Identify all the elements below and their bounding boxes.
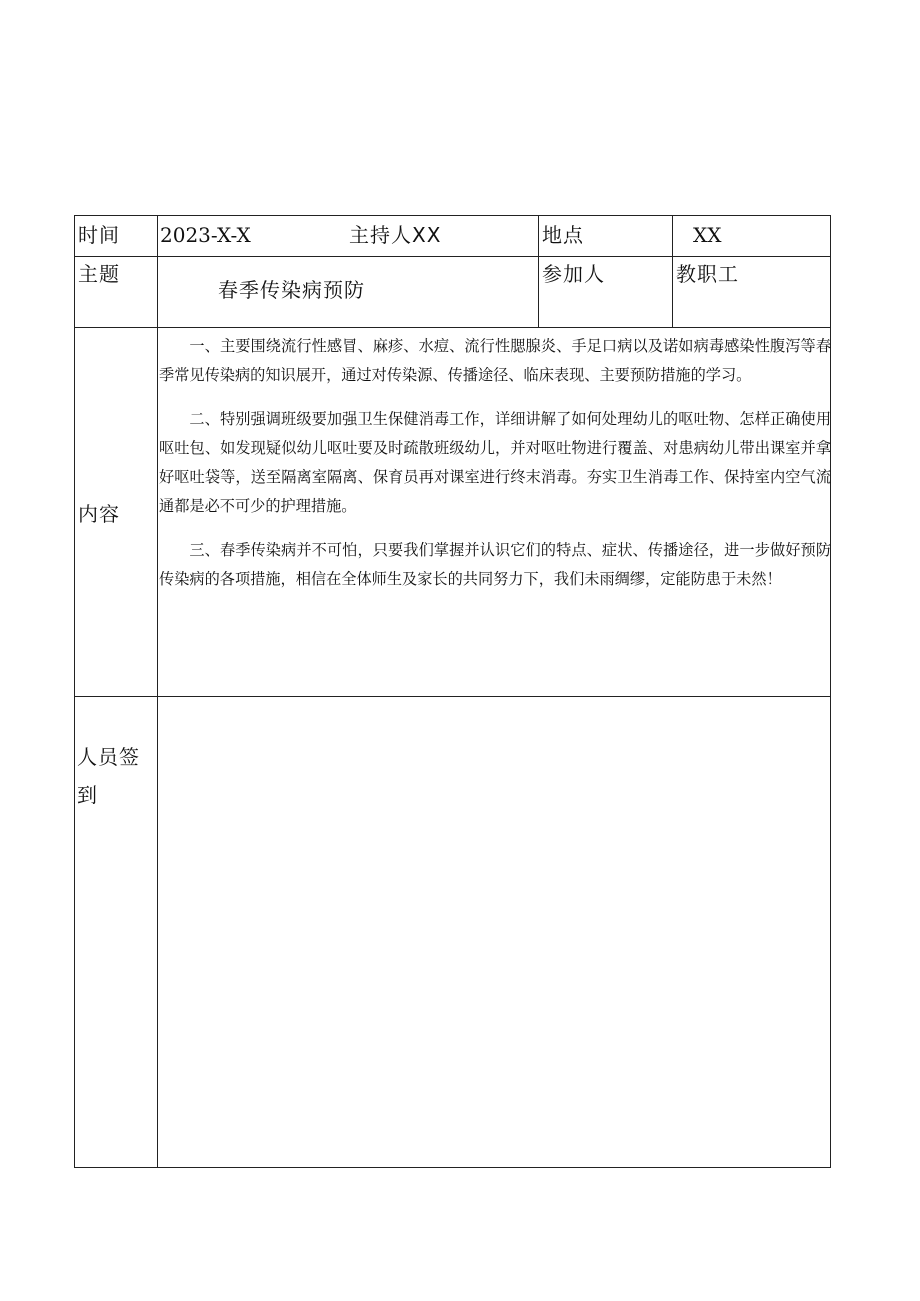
topic-value: 春季传染病预防 <box>218 278 365 302</box>
content-body <box>159 332 831 609</box>
location-column-divider <box>538 216 539 327</box>
participants-label: 参加人 <box>542 262 605 286</box>
row-divider-1 <box>75 256 831 257</box>
row-divider-2 <box>75 327 831 328</box>
topic-label: 主题 <box>78 262 120 286</box>
location-value: XX <box>693 223 722 247</box>
host-label: 主持人XX <box>349 223 442 247</box>
signin-area[interactable] <box>159 698 831 1168</box>
content-label: 内容 <box>78 502 120 526</box>
content-paragraph-1: 一、主要围绕流行性感冒、麻疹、水痘、流行性腮腺炎、手足口病以及诺如病毒感染性腹泻等春季常见传染病的知识展开，通过对传染源、传播途径、临床表现、主要预防措施的学习。 <box>159 337 831 384</box>
meeting-record-form <box>74 215 831 1168</box>
content-paragraph-3: 三、春季传染病并不可怕，只要我们掌握并认识它们的特点、症状、传播途径，进一步做好预防传染病的各项措施，相信在全体师生及家长的共同努力下，我们未雨绸缪，定能防患于未然！ <box>159 541 831 588</box>
time-label: 时间 <box>78 223 120 247</box>
signin-label: 人员签到 <box>77 745 140 807</box>
content-paragraph-2: 二、特别强调班级要加强卫生保健消毒工作，详细讲解了如何处理幼儿的呕吐物、怎样正确使用呕吐包、如发现疑似幼儿呕吐要及时疏散班级幼儿，并对呕吐物进行覆盖、对患病幼儿带出课室并拿好呕吐袋等，送至隔离室隔离、保育员再对课室进行终末消毒。夯实卫生消毒工作、保持室内空气流通都是必不可少的护理措施。 <box>159 410 831 515</box>
location-label: 地点 <box>542 223 584 247</box>
participants-value: 教职工 <box>676 262 739 286</box>
label-column-divider <box>157 216 158 1168</box>
location-value-divider <box>672 216 673 327</box>
time-value: 2023-X-X <box>160 223 251 247</box>
row-divider-3 <box>75 696 831 697</box>
